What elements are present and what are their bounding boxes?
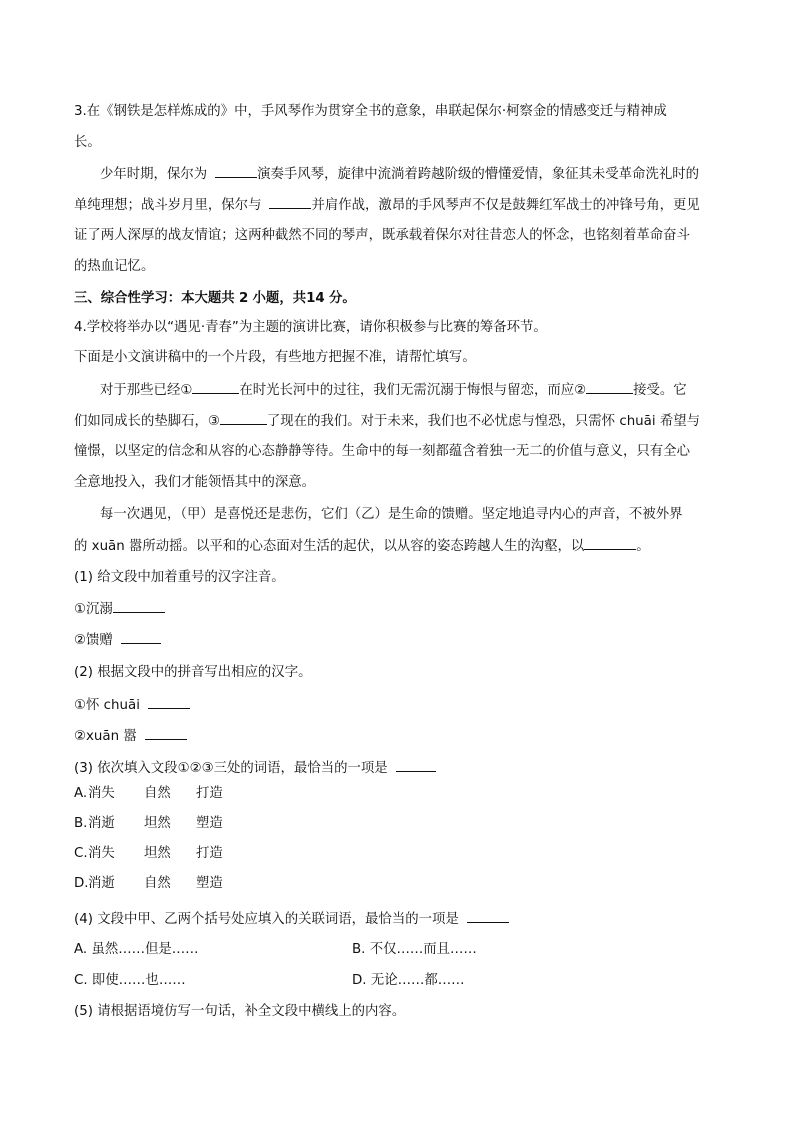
q3-passage-line3: 证了两人深厚的战友情谊；这两种截然不同的琴声，既承载着保尔对往昔恋人的怀念，也铭刻着革命奋斗 xyxy=(74,228,690,243)
section-points: 14 xyxy=(306,291,325,306)
q4-passage-line1 xyxy=(100,380,687,401)
option-letter: B. xyxy=(74,816,88,831)
answer-blank-1[interactable] xyxy=(192,380,239,394)
section-text: 小题，共 xyxy=(252,291,307,306)
text-segment: 的 xuān 嚣所动摇。以平和的心态面对生活的起伏，以从容的姿态跨越人生的沟壑，以 xyxy=(74,539,585,554)
option-word: 坦然 xyxy=(144,816,171,831)
answer-blank[interactable] xyxy=(145,726,187,740)
subquestion-3 xyxy=(74,758,436,779)
text-segment: ①沉溺 xyxy=(74,602,113,617)
text-segment: ②xuān 嚣 xyxy=(74,729,137,744)
q3-stem-line1: 3.在《钢铁是怎样炼成的》中，手风琴作为贯穿全书的意象，串联起保尔·柯察金的情感变迁与精神成 xyxy=(74,104,667,119)
text-segment: 演奏手风琴，旋律中流淌着跨越阶级的懵懂爱情，象征其未受革命洗礼时的 xyxy=(257,167,700,182)
option-word: 消逝 xyxy=(88,876,115,891)
answer-blank[interactable] xyxy=(148,695,190,709)
option-word: 消失 xyxy=(88,786,115,801)
q4-passage-line2 xyxy=(74,411,700,432)
text-segment: 在时光长河中的过往，我们无需沉溺于悔恨与留恋，而应② xyxy=(239,383,587,398)
option-word: 消逝 xyxy=(88,816,115,831)
answer-blank[interactable] xyxy=(269,195,311,209)
text-segment: 们如同成长的垫脚石，③ xyxy=(74,414,220,429)
text-segment: (4) 文段中甲、乙两个括号处应填入的关联词语，最恰当的一项是 xyxy=(74,912,459,927)
answer-blank-3[interactable] xyxy=(220,411,267,425)
section-label: 三、综合性学习： xyxy=(74,291,182,306)
option-word: 自然 xyxy=(144,786,171,801)
section-count: 2 xyxy=(238,291,249,306)
text-segment: 单纯理想；战斗岁月里，保尔与 xyxy=(74,198,262,213)
option-word: 消失 xyxy=(88,846,115,861)
text-segment: 了现在的我们。对于未来，我们也不必忧虑与惶恐，只需怀 chuāi 希望与 xyxy=(266,414,701,429)
option-word: 自然 xyxy=(144,876,171,891)
answer-blank[interactable] xyxy=(215,164,257,178)
option-word: 塑造 xyxy=(196,876,223,891)
text-segment: ②馈赠 xyxy=(74,633,113,648)
subq1-item-b xyxy=(74,630,161,651)
subq4-option-a[interactable]: A. 虽然……但是…… xyxy=(74,942,199,957)
option-word: 打造 xyxy=(196,846,223,861)
text-segment: (3) 依次填入文段①②③三处的词语，最恰当的一项是 xyxy=(74,761,388,776)
answer-blank-imitation[interactable] xyxy=(584,536,636,550)
subq4-option-b[interactable]: B. 不仅……而且…… xyxy=(352,942,477,957)
text-segment: 并肩作战，激昂的手风琴声不仅是鼓舞红军战士的冲锋号角，更见 xyxy=(311,198,700,213)
q3-passage-line2 xyxy=(74,195,700,216)
text-segment: ①怀 chuāi xyxy=(74,698,140,713)
text-segment: 接受。它 xyxy=(633,383,687,398)
q4-passage-line5: 每一次遇见，（甲）是喜悦还是悲伤，它们（乙）是生命的馈赠。坚定地追寻内心的声音，不被外界 xyxy=(100,507,683,522)
q4-passage-line3: 憧憬，以坚定的信念和从容的心态静静等待。生命中的每一刻都蕴含着独一无二的价值与意义，只有全心 xyxy=(74,444,690,459)
section-text: 本大题共 xyxy=(181,291,235,306)
subq2-item-a xyxy=(74,695,190,716)
answer-blank[interactable] xyxy=(113,599,165,613)
option-word: 塑造 xyxy=(196,816,223,831)
q3-passage-line1 xyxy=(100,164,699,185)
text-segment: 少年时期，保尔为 xyxy=(100,167,208,182)
answer-blank-2[interactable] xyxy=(586,380,633,394)
section3-heading xyxy=(74,289,356,309)
q4-stem-line2: 下面是小文演讲稿中的一个片段，有些地方把握不准，请帮忙填写。 xyxy=(74,350,476,365)
option-letter: A. xyxy=(74,786,88,801)
text-segment: 对于那些已经① xyxy=(100,383,193,398)
answer-blank[interactable] xyxy=(396,758,436,772)
text-segment: 。 xyxy=(636,539,650,554)
q3-stem-line2: 长。 xyxy=(74,135,101,150)
q3-passage-line4: 的热血记忆。 xyxy=(74,259,155,274)
option-word: 打造 xyxy=(196,786,223,801)
option-word: 坦然 xyxy=(144,846,171,861)
q4-passage-line6 xyxy=(74,536,650,557)
section-text: 分。 xyxy=(329,291,356,306)
option-letter: D. xyxy=(74,876,89,891)
answer-blank[interactable] xyxy=(467,909,509,923)
subquestion-1: (1) 给文段中加着重号的汉字注音。 xyxy=(74,570,285,585)
subquestion-5: (5) 请根据语境仿写一句话，补全文段中横线上的内容。 xyxy=(74,1004,406,1019)
q4-stem: 4.学校将举办以“遇见·青春”为主题的演讲比赛，请你积极参与比赛的筹备环节。 xyxy=(74,320,547,335)
subq2-item-b xyxy=(74,726,187,747)
answer-blank[interactable] xyxy=(121,630,161,644)
subquestion-2: (2) 根据文段中的拼音写出相应的汉字。 xyxy=(74,665,312,680)
option-letter: C. xyxy=(74,846,88,861)
subquestion-4 xyxy=(74,909,509,930)
subq4-option-c[interactable]: C. 即使……也…… xyxy=(74,973,186,988)
subq4-option-d[interactable]: D. 无论……都…… xyxy=(352,973,465,988)
q4-passage-line4: 全意地投入，我们才能领悟其中的深意。 xyxy=(74,475,316,490)
subq1-item-a xyxy=(74,599,165,620)
